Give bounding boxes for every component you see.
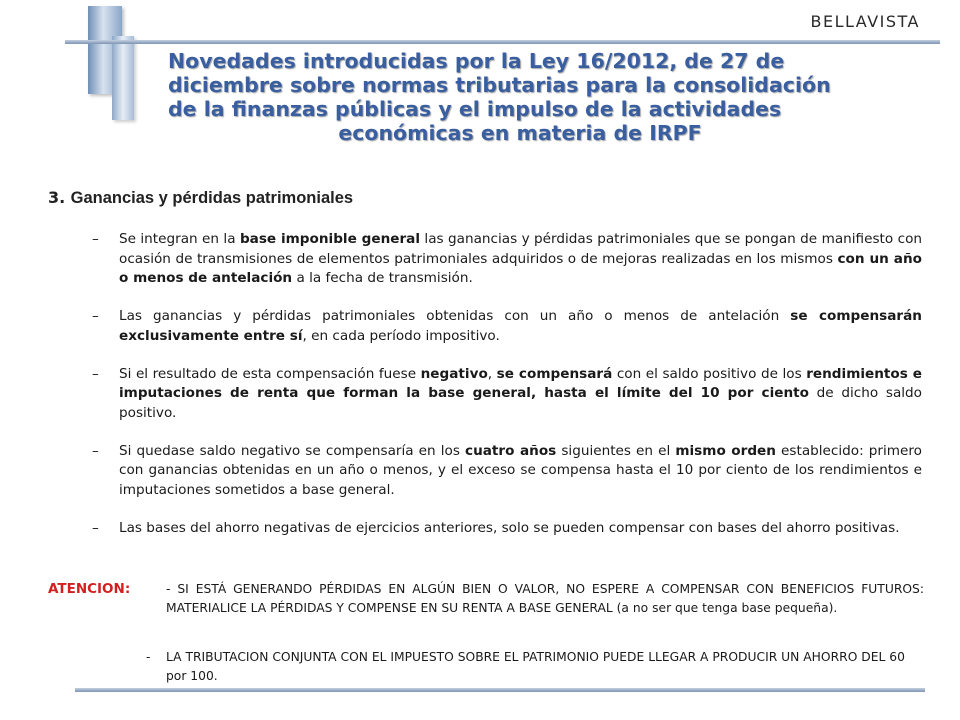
- section-title: Ganancias y pérdidas patrimoniales: [70, 189, 354, 207]
- attention-label: ATENCION:: [48, 581, 131, 597]
- item-text: Si quedase saldo negativo se compensaría en los: [119, 442, 466, 459]
- note-caps: SI ESTÁ GENERANDO PÉRDIDAS EN ALGÚN BIEN O VALOR, NO ESPERE A COMPENSAR CON BENEFICIOS FUTUROS: MATERIALICE LA PÉRDIDAS Y COMPENSE EN SU RENTA A BASE GENERAL: [166, 582, 924, 615]
- note-text: LA TRIBUTACION CONJUNTA CON EL IMPUESTO SOBRE EL PATRIMONIO PUEDE LLEGAR A PRODUCIR UN AHORRO DEL 60 por 100.: [166, 650, 905, 683]
- item-text: ,: [487, 365, 497, 382]
- list-item: [90, 442, 922, 501]
- item-bold: cuatro años: [465, 442, 557, 459]
- item-text: establecido: primero con ganancias obtenidas en un año o menos, y el exceso se compensa hasta el 10 por ciento de los rendimientos e imputaciones sometidos a base general.: [119, 442, 922, 498]
- item-text: Se integran en la: [119, 231, 240, 247]
- title-line-4: económicas en materia de IRPF: [338, 121, 702, 145]
- top-divider: [65, 40, 940, 44]
- item-text: Las bases del ahorro negativas de ejercicios anteriores, solo se pueden compensar con bases del ahorro positivas.: [119, 519, 900, 536]
- attention-note-2: [146, 648, 926, 685]
- item-text: siguientes en el: [556, 442, 676, 459]
- dash-bullet: –: [92, 442, 99, 459]
- bullet-list: [90, 230, 922, 557]
- item-text: de dicho saldo positivo.: [119, 385, 922, 421]
- logo-bar-right: [112, 36, 134, 120]
- item-text: a la fecha de transmisión.: [292, 270, 473, 286]
- dash-bullet: –: [92, 365, 99, 382]
- page-title: [150, 49, 890, 145]
- item-bold: rendimientos e imputaciones de renta que forman la base general, hasta el límite del 10 por ciento: [119, 365, 923, 401]
- list-item: [90, 307, 922, 346]
- title-line-2: diciembre sobre normas tributarias para la consolidación: [168, 73, 831, 97]
- item-text: , en cada período impositivo.: [302, 327, 500, 344]
- brand-name: BELLAVISTA: [810, 12, 920, 31]
- item-bold: se compensarán exclusivamente entre sí: [119, 308, 922, 344]
- title-line-1: Novedades introducidas por la Ley 16/2012, de 27 de: [168, 49, 785, 73]
- attention-note-1: [154, 580, 924, 617]
- list-item: [90, 519, 922, 539]
- dash-bullet: –: [92, 231, 99, 247]
- note-tail: (a no ser que tenga base pequeña).: [612, 600, 838, 615]
- note-dash: -: [146, 650, 151, 664]
- item-bold: mismo orden: [675, 442, 776, 459]
- attention-note-1-text: [154, 580, 924, 617]
- section-number: 3.: [48, 188, 66, 207]
- list-item: [90, 230, 922, 289]
- item-bold: con un año o menos de antelación: [119, 250, 922, 286]
- bottom-divider: [75, 688, 925, 692]
- dash-bullet: –: [92, 519, 99, 536]
- item-bold: base imponible general: [239, 231, 421, 247]
- item-bold: se compensará: [496, 365, 613, 382]
- item-text: las ganancias y pérdidas patrimoniales que se pongan de manifiesto con ocasión de transmisiones de elementos patrimoniales adquiridos o de mejoras realizadas en los mismos: [119, 231, 922, 267]
- item-bold: negativo: [420, 365, 488, 382]
- item-text: Si el resultado de esta compensación fuese: [119, 365, 421, 382]
- title-line-3: de la finanzas públicas y el impulso de la actividades: [168, 97, 782, 121]
- dash-bullet: –: [92, 308, 99, 324]
- section-heading: [48, 188, 353, 208]
- item-text: con el saldo positivo de los: [612, 365, 807, 382]
- list-item: [90, 365, 922, 424]
- note-dash: -: [166, 582, 171, 596]
- item-text: Las ganancias y pérdidas patrimoniales obtenidas con un año o menos de antelación: [119, 308, 791, 324]
